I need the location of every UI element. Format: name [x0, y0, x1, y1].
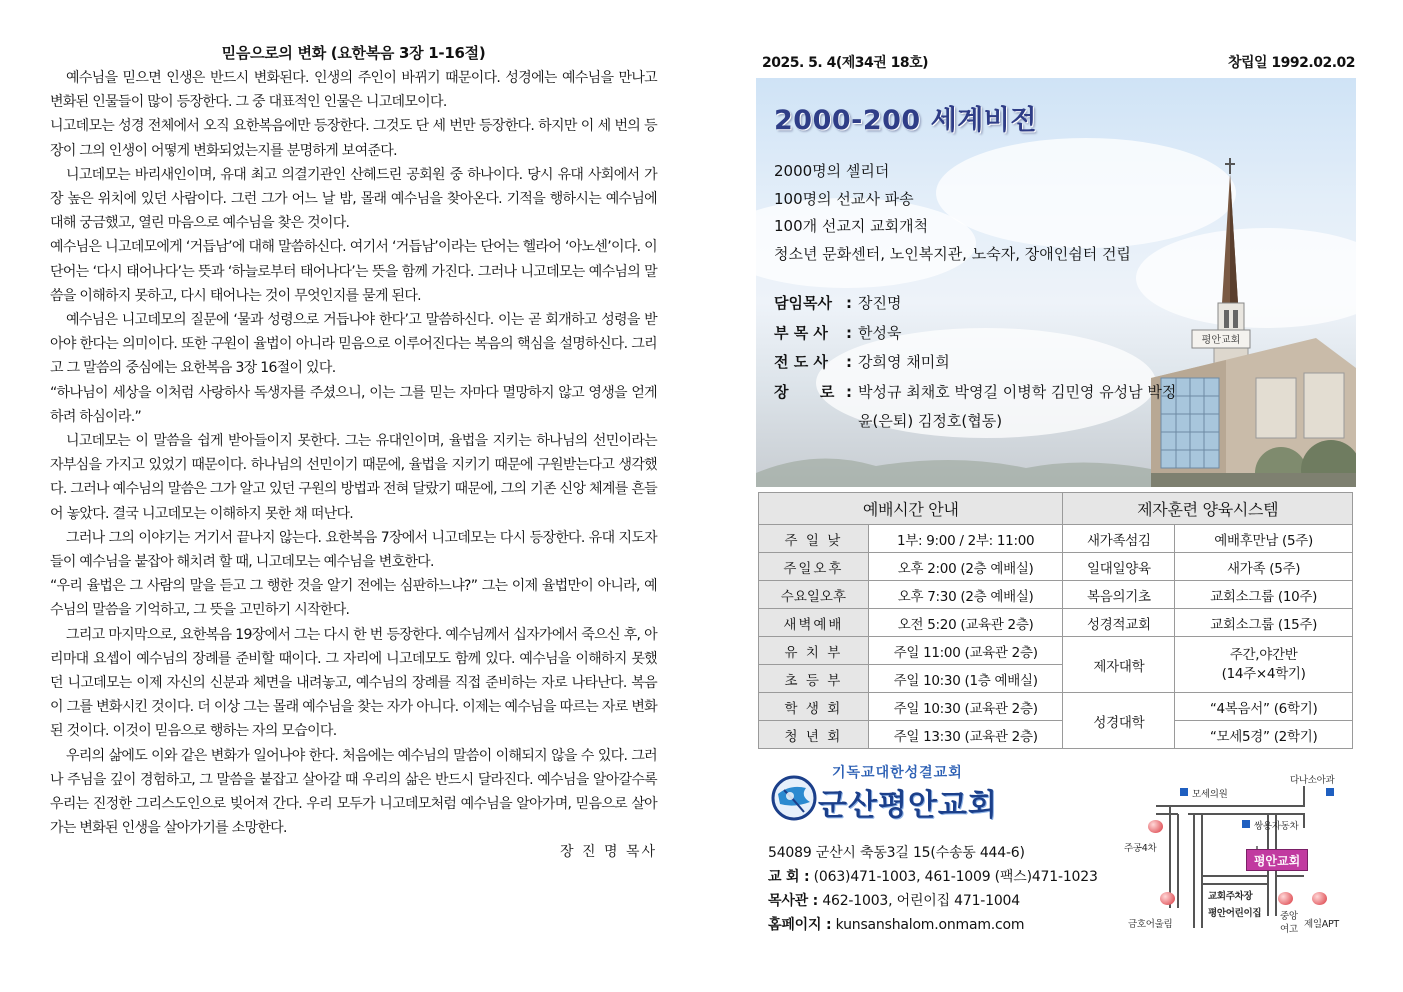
denomination-name: 기독교대한성결교회: [832, 765, 963, 781]
service-label: 주일오후: [759, 553, 869, 581]
table-row: [759, 581, 1353, 609]
service-label: 주 일 낮: [759, 525, 869, 553]
phone-line: [768, 865, 1098, 889]
manse-label: 목사관 :: [768, 893, 819, 909]
course-detail: 예배후만남 (5주): [1175, 525, 1353, 553]
table-header-row: [759, 493, 1353, 525]
staff-colon: :: [846, 294, 852, 312]
service-label: 초 등 부: [759, 665, 869, 693]
staff-role: 부 목 사: [774, 323, 828, 342]
course-name: 새가족섬김: [1063, 525, 1175, 553]
course-detail: 새가족 (5주): [1175, 553, 1353, 581]
staff-role: 장 로: [774, 382, 835, 401]
sermon-paragraph: “우리 율법은 그 사람의 말을 듣고 그 행한 것을 알기 전에는 심판하느냐?” 그는 이제 율법만이 아니라, 예수님의 말씀을 기억하고, 그 뜻을 고민하기 시작한다.: [50, 578, 657, 619]
staff-colon: :: [846, 323, 852, 342]
map-label: 쌍용자동차: [1254, 821, 1299, 832]
sermon-paragraph: 예수님을 믿으면 인생은 반드시 변화된다. 인생의 주인이 바뀌기 때문이다. 성경에는 예수님을 만나고 변화된 인물들이 많이 등장한다. 그 중 대표적인 인물은 니고데모이다.: [50, 70, 657, 111]
service-label: 새벽예배: [759, 609, 869, 637]
worship-header: 예배시간 안내: [759, 493, 1063, 525]
service-time: 오후 7:30 (2층 예배실): [868, 581, 1063, 609]
service-time: 주일 11:00 (교육관 2층): [868, 637, 1063, 665]
map-marker-icon: [1326, 788, 1334, 796]
church-sign-text: 평안교회: [1201, 335, 1241, 346]
staff-row: [774, 348, 1188, 378]
church-name: 군산평안교회: [818, 788, 998, 823]
staff-colon: :: [846, 382, 852, 401]
founded-date: 창립일 1992.02.02: [1227, 55, 1355, 71]
table-row: [759, 553, 1353, 581]
table-row: [759, 525, 1353, 553]
map-label: 교회주차장: [1208, 891, 1253, 902]
service-time: 오전 5:20 (교육관 2층): [868, 609, 1063, 637]
map-marker-icon: [1242, 820, 1250, 828]
service-label: 학 생 회: [759, 693, 869, 721]
map-pin-icon: [1278, 892, 1293, 905]
vision-title: 2000-200 세계비전: [774, 105, 1037, 136]
table-row: [759, 609, 1353, 637]
course-name: 복음의기초: [1063, 581, 1175, 609]
service-label: 청 년 회: [759, 721, 869, 749]
service-label: 수요일오후: [759, 581, 869, 609]
table-row: [759, 637, 1353, 665]
course-name: 성경적교회: [1063, 609, 1175, 637]
phone-number: (063)471-1003, 461-1009 (팩스)471-1023: [813, 869, 1098, 885]
sermon-paragraph: “하나님이 세상을 이처럼 사랑하사 독생자를 주셨으니, 이는 그를 믿는 자마다 멸망하지 않고 영생을 얻게 하려 하심이라.”: [50, 384, 657, 425]
globe-emblem-icon: [770, 774, 818, 822]
sermon-paragraph: 니고데모는 바리새인이며, 유대 최고 의결기관인 산헤드린 공회원 중 하나이다. 당시 유대 사회에서 가장 높은 위치에 있던 사람이다. 그런 그가 어느 날 밤, 몰래 예수님을 찾아온다. 기적을 행하시는 예수님에 대해 궁금했고, 열린 마음으로 예수님을 찾은 것이다.: [50, 166, 657, 232]
service-time: 오후 2:00 (2층 예배실): [868, 553, 1063, 581]
phone-label: 교 회 :: [768, 869, 810, 885]
vision-item: 2000명의 셀리더: [774, 162, 890, 180]
training-header: 제자훈련 양육시스템: [1063, 493, 1353, 525]
vision-banner: [756, 78, 1356, 487]
vision-list: [774, 158, 1131, 268]
table-row: [759, 721, 1353, 749]
map-marker-icon: [1180, 788, 1188, 796]
sermon-signature: 장 진 명 목사: [560, 843, 657, 860]
service-label: 유 치 부: [759, 637, 869, 665]
sermon-body: [50, 66, 657, 841]
sermon-paragraph: 니고데모는 이 말씀을 쉽게 받아들이지 못한다. 그는 유대인이며, 율법을 지키는 하나님의 선민이라는 자부심을 가지고 있었기 때문이다. 하나님의 선민이기 때문에, 율법을 지키기 때문에 구원받는다고 생각했다. 그러나 예수님의 말씀은 그가 알고 있던 구원의 방법과 전혀 달랐기 때문에, 그의 기존 신앙 체계를 흔들어 놓았다. 결국 니고데모는 이해하지 못한 채 떠난다.: [50, 433, 657, 522]
map-label: 여고: [1280, 924, 1298, 935]
service-time: 1부: 9:00 / 2부: 11:00: [868, 525, 1063, 553]
vision-item: 100명의 선교사 파송: [774, 189, 914, 208]
map-pin-icon: [1148, 820, 1163, 833]
service-time: 주일 10:30 (1층 예배실): [868, 665, 1063, 693]
contact-info: [768, 841, 1098, 937]
sermon-paragraph: 예수님은 니고데모에게 ‘거듭남’에 대해 말씀하신다. 여기서 ‘거듭남’이라는 단어는 헬라어 ‘아노센’이다. 이 단어는 ‘다시 태어나다’는 뜻과 ‘하늘로부터 태어나다’는 뜻을 함께 가진다. 그러나 니고데모는 예수님의 말씀을 이해하지 못하고, 다시 태어나는 것이 무엇인지를 묻게 된다.: [50, 239, 657, 304]
manse-number: 462-1003, 어린이집 471-1004: [822, 893, 1020, 909]
map-label: 다나소아과: [1290, 775, 1335, 786]
sermon-paragraph: 예수님은 니고데모의 질문에 ‘물과 성령으로 거듭나야 한다’고 말씀하신다. 이는 곧 회개하고 성령을 받아야 한다는 의미이다. 또한 구원이 율법이 아니라 믿음으로 이루어진다는 복음의 핵심을 설명하신다. 그리고 그 말씀의 중심에는 요한복음 3장 16절이 있다.: [50, 312, 657, 377]
staff-role: 전 도 사: [774, 353, 828, 371]
course-detail: “4복음서” (6학기): [1175, 693, 1353, 721]
course-detail: [1175, 637, 1353, 693]
website-url[interactable]: kunsanshalom.onmam.com: [835, 917, 1025, 933]
course-detail: “모세5경” (2학기): [1175, 721, 1353, 749]
location-map: [1118, 768, 1354, 940]
staff-names: 한성욱: [858, 323, 902, 342]
staff-names: 강희영 채미희: [858, 353, 950, 371]
sermon-paragraph: 니고데모는 성경 전체에서 오직 요한복음에만 등장한다. 그것도 단 세 번만 등장한다. 하지만 이 세 번의 등장이 그의 인생이 어떻게 변화되었는지를 분명하게 보여준다.: [50, 118, 657, 159]
course-detail-line: (14주×4학기): [1221, 665, 1306, 682]
staff-row: [774, 378, 1188, 437]
staff-colon: :: [846, 353, 852, 371]
course-name: 제자대학: [1063, 637, 1175, 693]
course-detail: 교회소그룹 (15주): [1175, 609, 1353, 637]
service-time: 주일 10:30 (교육관 2층): [868, 693, 1063, 721]
map-pin-icon: [1312, 892, 1327, 905]
staff-role: 담임목사: [774, 294, 832, 312]
course-name: 성경대학: [1063, 693, 1175, 749]
map-label: 제일APT: [1304, 919, 1339, 930]
address: 54089 군산시 축동3길 15(수송동 444-6): [768, 845, 1025, 861]
map-label: 중앙: [1280, 911, 1298, 922]
staff-row: [774, 289, 1188, 319]
staff-names: 장진명: [858, 294, 902, 312]
schedule-table: [758, 492, 1353, 749]
sermon-paragraph: 그리고 마지막으로, 요한복음 19장에서 그는 다시 한 번 등장한다. 예수님께서 십자가에서 죽으신 후, 아리마대 요셉이 예수님의 장례를 준비할 때이다. 그 자리에 니고데모도 함께 있다. 예수님을 이해하지 못했던 니고데모는 이제 자신의 신분과 체면을 내려놓고, 예수님의 장례를 직접 준비하는 자로 나타난다. 복음이 그를 변화시킨 것이다. 더 이상 그는 몰래 예수님을 찾는 자가 아니다. 이제는 예수님을 따르는 자로 변화된 것이다. 이것이 믿음으로 행하는 자의 모습이다.: [50, 626, 657, 740]
sermon-column: [50, 42, 657, 861]
website-label: 홈페이지 :: [768, 917, 832, 933]
sermon-title: 믿음으로의 변화 (요한복음 3장 1-16절): [221, 44, 486, 62]
church-logo: [770, 760, 1040, 822]
map-label: 주공4차: [1124, 843, 1157, 854]
church-location-badge: 평안교회: [1246, 849, 1308, 871]
manse-line: [768, 889, 1098, 913]
sermon-paragraph: 우리의 삶에도 이와 같은 변화가 일어나야 한다. 처음에는 예수님의 말씀이 이해되지 않을 수 있다. 그러나 주님을 깊이 경험하고, 그 말씀을 붙잡고 살아갈 때 우리의 삶은 반드시 달라진다. 예수님을 알아갈수록 우리는 진정한 그리스도인으로 빚어져 간다. 우리 모두가 니고데모처럼 예수님을 알아가며, 믿음으로 살아가는 변화된 인생을 살아가기를 소망한다.: [50, 747, 657, 837]
staff-list: [774, 289, 1188, 437]
sermon-paragraph: 그러나 그의 이야기는 거기서 끝나지 않는다. 요한복음 7장에서 니고데모는 다시 등장한다. 유대 지도자들이 예수님을 붙잡아 해치려 할 때, 니고데모는 예수님을 변호한다.: [50, 529, 657, 571]
website-line: [768, 913, 1098, 937]
staff-row: [774, 319, 1188, 349]
issue-number: 2025. 5. 4(제34권 18호): [762, 55, 929, 71]
map-pin-icon: [1160, 892, 1175, 905]
staff-names: 박성규 최채호 박영길 이병학 김민영 유성남 박정윤(은퇴) 김정호(협동): [858, 382, 1177, 430]
table-row: [759, 693, 1353, 721]
course-name: 일대일양육: [1063, 553, 1175, 581]
vision-item: 100개 선교지 교회개척: [774, 217, 929, 235]
map-label: 모세의원: [1192, 789, 1228, 800]
course-detail-line: 주간,야간반: [1229, 646, 1298, 663]
vision-item: 청소년 문화센터, 노인복지관, 노숙자, 장애인쉼터 건립: [774, 244, 1131, 263]
service-time: 주일 13:30 (교육관 2층): [868, 721, 1063, 749]
map-label: 평안어린이집: [1208, 908, 1262, 919]
map-label: 금호어울림: [1128, 919, 1173, 930]
course-detail: 교회소그룹 (10주): [1175, 581, 1353, 609]
